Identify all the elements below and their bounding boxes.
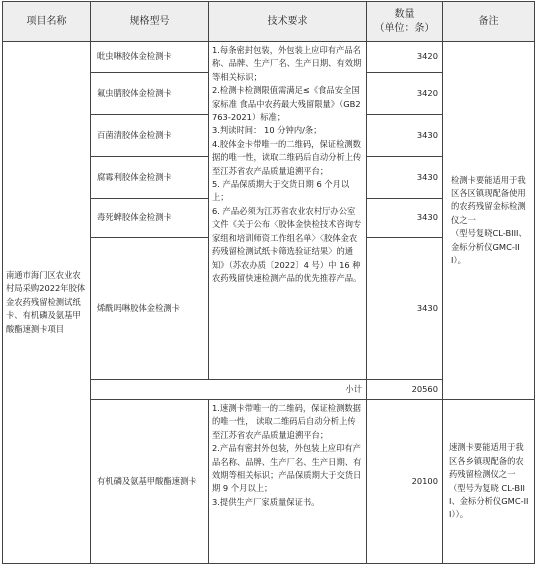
spec-cell: 百菌清胶体金检测卡 <box>91 115 209 157</box>
header-tech: 技术要求 <box>209 2 367 42</box>
spec-cell: 毒死蜱胶体金检测卡 <box>91 199 209 238</box>
spec-cell: 腐霉利胶体金检测卡 <box>91 157 209 199</box>
note-cell: 检测卡要能适用于我区各区镇现配备使用的农药残留金标检测仪之一 （型号复晓CL-BIII、金标分析仪GMC-III）。 <box>443 42 535 400</box>
tech-requirements-cell: 1.每条密封包装，外包装上应印有产品名称、品牌、生产厂名、生产日期、有效期等相关标识； 2.检测卡检测限值需满足≤《食品安全国家标准 食品中农药最大残留限量》（GB2763-2021）标准； 3.判读时间： 10 分钟内/条； 4.胶体金卡带唯一的二维码，保证检测数据的唯一性，读取二维码后自动分析上传至江苏省农产品质量追溯平台； 5. 产品保质期大于交货日期 6 个月以上； 6. 产品必须为江苏省农业农村厅办公室文件《关于公布〈胶体金快检技术咨询专家组和培训师资工作组名单〉〈胶体金农药残留检测试纸卡筛选验证结果〉的通知》（苏农办质〔2022〕4 号）中 16 种农药残留快速检测产品的优先推荐产品。 <box>209 42 367 380</box>
qty-cell: 3430 <box>367 238 443 380</box>
header-note: 备注 <box>443 2 535 42</box>
qty-cell: 3430 <box>367 115 443 157</box>
qty-cell: 3430 <box>367 199 443 238</box>
qty-cell: 3420 <box>367 73 443 115</box>
project-name-cell: 南通市海门区农业农村局采购2022年胶体金农药残留检测试纸卡、有机磷及氨基甲酸酯速测卡项目 <box>3 42 91 564</box>
subtotal-label: 小计 <box>91 380 367 400</box>
header-row <box>3 2 535 42</box>
note-cell: 速测卡要能适用于我区各乡镇现配备的农药残留检测仪之一（型号为复晓 CL-BIII、金标分析仪GMC-III））。 <box>443 400 535 564</box>
qty-cell: 3420 <box>367 42 443 73</box>
subtotal-qty: 20560 <box>367 380 443 400</box>
header-project: 项目名称 <box>3 2 91 42</box>
spec-cell: 吡虫啉胶体金检测卡 <box>91 42 209 73</box>
table-row <box>3 42 535 73</box>
header-qty: 数量 （单位：条） <box>367 2 443 42</box>
qty-cell: 3430 <box>367 157 443 199</box>
spec-cell: 有机磷及氨基甲酸酯速测卡 <box>91 400 209 564</box>
header-spec: 规格型号 <box>91 2 209 42</box>
spec-cell: 氟虫腈胶体金检测卡 <box>91 73 209 115</box>
tech-requirements-cell: 1.速测卡带唯一的二维码，保证检测数据的唯一性， 读取二维码后自动分析上传至江苏省农产品质量追溯平台； 2.产品有密封外包装，外包装上应印有产品名称、品牌、生产厂名、生产日期、有效期等相关标识；产品保质期大于交货日期 9 个月以上； 3.提供生产厂家质量保证书。 <box>209 400 367 564</box>
qty-cell: 20100 <box>367 400 443 564</box>
procurement-table <box>2 1 535 564</box>
spec-cell: 烯酰吗啉胶体金检测卡 <box>91 238 209 380</box>
